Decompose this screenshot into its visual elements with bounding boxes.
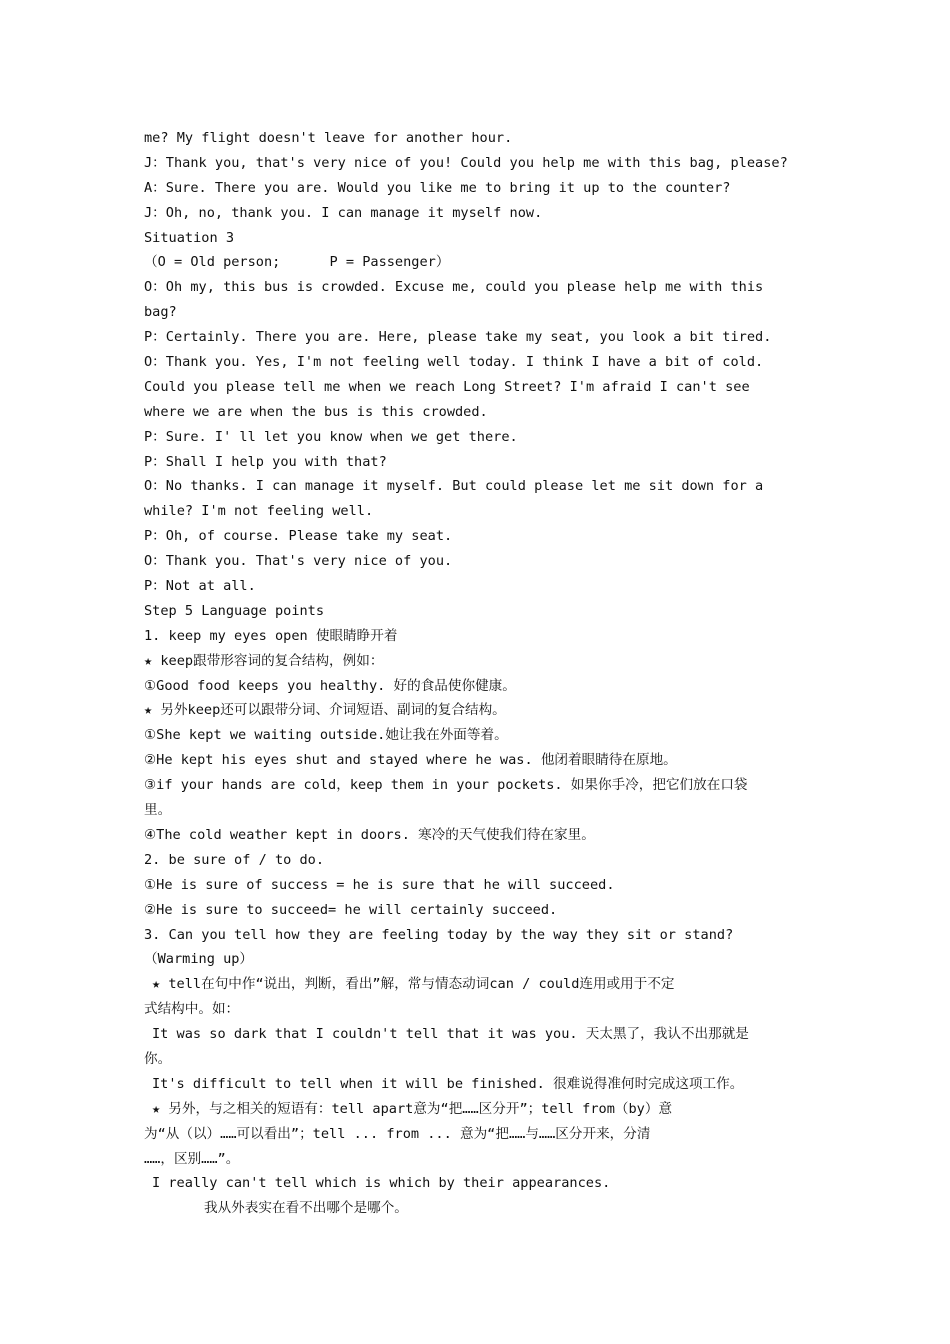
text-line: ①He is sure of success = he is sure that he will succeed. <box>144 876 615 893</box>
text-line: 里。 <box>144 802 172 819</box>
text-line: 式结构中。如： <box>144 1001 240 1018</box>
text-line: P：Not at all. <box>144 578 256 595</box>
text-line: P：Shall I help you with that? <box>144 453 387 470</box>
text-line: O：No thanks. I can manage it myself. But could please let me sit down for a <box>144 478 764 495</box>
text-line: ③if your hands are cold，keep them in your pockets. 如果你手冷，把它们放在口袋 <box>144 777 748 794</box>
text-line: 2. be sure of / to do. <box>144 851 325 868</box>
text-line: me? My flight doesn't leave for another hour. <box>144 130 513 146</box>
text-line: J：Thank you, that's very nice of you! Could you help me with this bag, please? <box>144 154 788 171</box>
text-line: O：Oh my, this bus is crowded. Excuse me, could you please help me with this <box>144 279 764 296</box>
text-line: ②He is sure to succeed= he will certainly succeed. <box>144 901 558 918</box>
text-line: （O = Old person; P = Passenger） <box>144 254 450 271</box>
text-line: P：Oh, of course. Please take my seat. <box>144 528 453 545</box>
text-line: O：Thank you. That's very nice of you. <box>144 553 453 570</box>
text-line: 我从外表实在看不出哪个是哪个。 <box>204 1200 408 1217</box>
text-line: O：Thank you. Yes, I'm not feeling well today. I think I have a bit of cold. <box>144 354 764 371</box>
text-line: ★ 另外keep还可以跟带分词、介词短语、副词的复合结构。 <box>144 702 506 719</box>
section-heading: Situation 3 <box>144 229 235 246</box>
document-body <box>144 126 824 1221</box>
text-line: where we are when the bus is this crowded. <box>144 403 488 420</box>
text-line: 为“从（以）……可以看出”；tell ... from ... 意为“把……与……区分开来，分清 <box>144 1125 651 1142</box>
text-line: ★ tell在句中作“说出，判断，看出”解，常与情态动词can / could连用或用于不定 <box>152 976 675 993</box>
text-line: ①She kept we waiting outside.她让我在外面等着。 <box>144 727 508 744</box>
text-line: 你。 <box>144 1050 172 1067</box>
text-line: P：Sure. I' ll let you know when we get there. <box>144 428 518 445</box>
text-line: P：Certainly. There you are. Here, please take my seat, you look a bit tired. <box>144 329 772 346</box>
text-line: ★ keep跟带形容词的复合结构，例如： <box>144 652 384 669</box>
text-line: Could you please tell me when we reach Long Street? I'm afraid I can't see <box>144 378 750 395</box>
text-line: bag? <box>144 304 177 321</box>
text-line: J：Oh, no, thank you. I can manage it myself now. <box>144 204 543 221</box>
text-line: A：Sure. There you are. Would you like me to bring it up to the counter? <box>144 179 731 196</box>
text-line: ★ 另外，与之相关的短语有：tell apart意为“把……区分开”；tell from（by）意 <box>152 1100 673 1117</box>
text-line: I really can't tell which is which by their appearances. <box>152 1175 611 1192</box>
text-line: ……，区别……”。 <box>144 1150 240 1167</box>
text-line: 3. Can you tell how they are feeling today by the way they sit or stand? <box>144 926 734 943</box>
text-line: ①Good food keeps you healthy. 好的食品使你健康。 <box>144 677 516 694</box>
text-line: It was so dark that I couldn't tell that it was you. 天太黑了，我认不出那就是 <box>152 1026 749 1043</box>
text-line: ④The cold weather kept in doors. 寒冷的天气使我们待在家里。 <box>144 826 595 843</box>
section-heading: Step 5 Language points <box>144 602 325 619</box>
text-line: while? I'm not feeling well. <box>144 503 374 520</box>
text-line: It's difficult to tell when it will be finished. 很难说得准何时完成这项工作。 <box>152 1075 744 1092</box>
text-line: （Warming up） <box>144 951 254 968</box>
text-line: 1. keep my eyes open 使眼睛睁开着 <box>144 627 398 644</box>
text-line: ②He kept his eyes shut and stayed where he was. 他闭着眼睛待在原地。 <box>144 752 677 769</box>
